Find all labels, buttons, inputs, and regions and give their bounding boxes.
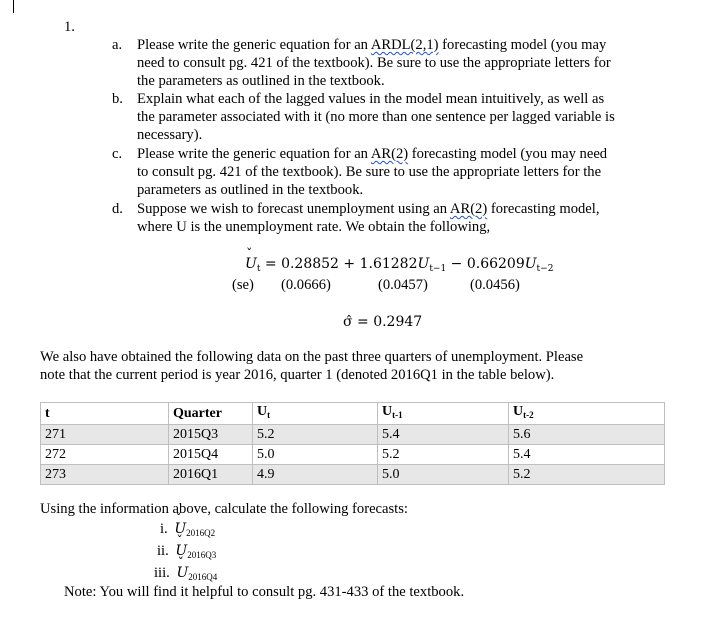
text-line: need to consult pg. 421 of the textbook). Be sure to use the appropriate letters for	[137, 55, 611, 71]
header-ut-1: $U_{t-1}$	[378, 403, 509, 425]
text-line: where U is the unemployment rate. We obtain the following,	[137, 219, 491, 235]
item-label: a.	[112, 37, 123, 53]
item-label: c.	[112, 146, 123, 162]
item-text	[137, 145, 672, 199]
u-hat: ˇ U	[245, 255, 257, 273]
regression-equation: ˇ $U_t = 0.28852 + 1.61282U_{t-1} - 0.66209U_{t-2}$	[245, 255, 553, 278]
ar-term: AR(2)	[370, 146, 409, 162]
table-header-row	[41, 403, 665, 425]
item-text	[137, 90, 672, 144]
se-label: (se)	[232, 277, 254, 293]
forecast-item: ii. ˇ $U_{2016Q3}$	[157, 542, 216, 564]
text-line: Please write the generic equation for an AR(2) forecasting model (you may need	[137, 146, 608, 162]
text-line: parameters as outlined in the textbook.	[137, 182, 364, 198]
se-value: (0.0457)	[378, 277, 428, 293]
item-label: b.	[112, 91, 123, 107]
forecast-intro: Using the information above, calculate the following forecasts:	[40, 501, 408, 517]
text-line: to consult pg. 421 of the textbook). Be sure to use the appropriate letters for the	[137, 164, 602, 180]
text-line: the parameters as outlined in the textbook.	[137, 73, 385, 89]
item-label: d.	[112, 201, 123, 217]
text-line: Explain what each of the lagged values in the model mean intuitively, as well as	[137, 91, 605, 107]
question-number: 1.	[64, 19, 75, 35]
table-row: 271 2015Q3 5.2 5.4 5.6	[41, 425, 665, 445]
header-ut-2: $U_{t-2}$	[509, 403, 665, 425]
text-line: We also have obtained the following data on the past three quarters of unemployment. Please	[40, 349, 584, 365]
item-text	[137, 200, 672, 236]
table-row: 273 2016Q1 4.9 5.0 5.2	[41, 465, 665, 485]
unemployment-table	[40, 402, 665, 485]
se-value: (0.0456)	[470, 277, 520, 293]
text-line: necessary).	[137, 127, 203, 143]
table-row: 272 2015Q4 5.0 5.2 5.4	[41, 445, 665, 465]
note: Note: You will find it helpful to consult pg. 431-433 of the textbook.	[64, 584, 465, 600]
ar-term: AR(2)	[449, 201, 488, 217]
header-t: t	[41, 403, 169, 425]
se-value: (0.0666)	[281, 277, 331, 293]
header-ut: $U_t$	[253, 403, 378, 425]
header-quarter: Quarter	[169, 403, 253, 425]
item-text	[137, 36, 672, 90]
forecast-item: iii. ˇ $U_{2016Q4}$	[154, 564, 217, 586]
forecast-item: i. ˇ $U_{2016Q2}$	[160, 520, 215, 542]
sigma-hat: σ̂ = 0.2947	[343, 314, 423, 330]
text-line: Suppose we wish to forecast unemployment using an AR(2) forecasting model,	[137, 201, 600, 217]
text-line: note that the current period is year 2016, quarter 1 (denoted 2016Q1 in the table below).	[40, 367, 555, 383]
ardl-term: ARDL(2,1)	[370, 37, 439, 53]
text-cursor	[13, 0, 14, 13]
data-paragraph	[40, 348, 680, 384]
text-line: Please write the generic equation for an ARDL(2,1) forecasting model (you may	[137, 37, 607, 53]
text-line: the parameter associated with it (no more than one sentence per lagged variable is	[137, 109, 615, 125]
